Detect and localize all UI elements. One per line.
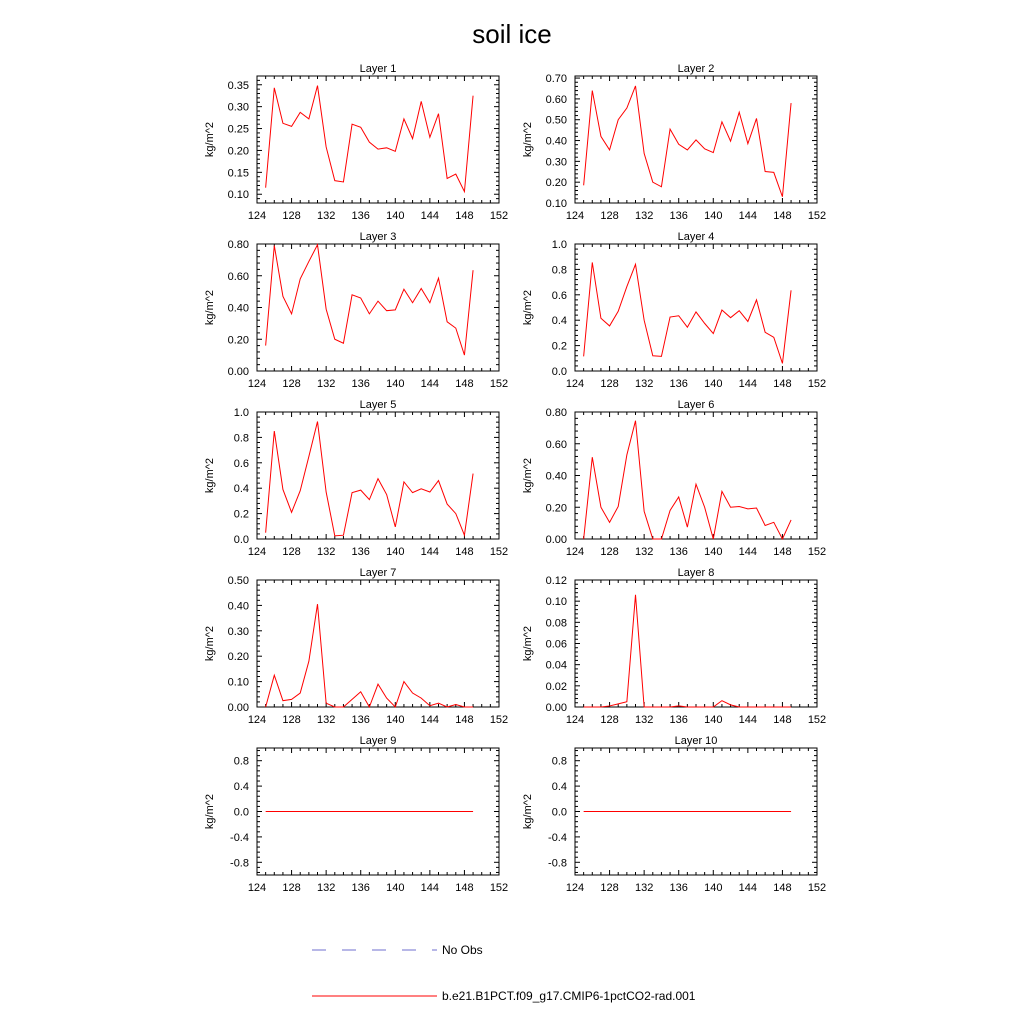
x-tick-label: 152 bbox=[489, 546, 509, 558]
y-tick-label: 0.40 bbox=[227, 600, 249, 613]
x-tick-label: 152 bbox=[489, 882, 509, 894]
y-axis-label: kg/m^2 bbox=[522, 121, 534, 158]
x-tick-label: 128 bbox=[600, 210, 619, 222]
y-tick-label: 0.00 bbox=[227, 366, 249, 378]
y-tick-label: 0.15 bbox=[227, 167, 249, 180]
x-tick-label: 148 bbox=[773, 714, 792, 726]
x-tick-label: 132 bbox=[634, 714, 654, 726]
x-tick-label: 124 bbox=[565, 714, 585, 726]
y-tick-label: 0.10 bbox=[227, 676, 249, 689]
x-tick-label: 144 bbox=[420, 210, 440, 222]
x-tick-label: 140 bbox=[704, 882, 723, 894]
x-tick-label: 132 bbox=[634, 378, 654, 390]
panel-title: Layer 4 bbox=[677, 231, 715, 243]
y-tick-label: 0.8 bbox=[233, 755, 249, 768]
x-tick-label: 136 bbox=[669, 882, 688, 894]
y-tick-label: 0.0 bbox=[551, 366, 567, 378]
x-tick-label: 136 bbox=[351, 210, 370, 222]
y-tick-label: 0.60 bbox=[545, 438, 567, 451]
x-tick-label: 136 bbox=[351, 546, 370, 558]
y-tick-label: 1.0 bbox=[551, 239, 567, 251]
chart-panel-7 bbox=[204, 567, 508, 726]
x-tick-label: 140 bbox=[704, 210, 723, 222]
x-tick-label: 124 bbox=[565, 378, 585, 390]
x-tick-label: 144 bbox=[420, 378, 440, 390]
plot-frame bbox=[575, 580, 817, 707]
y-tick-label: 0.04 bbox=[545, 659, 567, 672]
x-tick-label: 140 bbox=[386, 882, 405, 894]
x-tick-label: 128 bbox=[600, 714, 619, 726]
y-tick-label: -0.4 bbox=[548, 831, 567, 844]
series-line-soil-ice bbox=[266, 422, 473, 536]
x-tick-label: 152 bbox=[489, 378, 509, 390]
y-tick-label: 0.40 bbox=[545, 135, 567, 148]
figure-title: soil ice bbox=[472, 19, 552, 49]
y-tick-label: 1.0 bbox=[233, 407, 249, 419]
panel-title: Layer 2 bbox=[677, 63, 715, 75]
y-tick-label: 0.0 bbox=[233, 534, 249, 546]
y-tick-label: 0.10 bbox=[545, 596, 567, 609]
x-tick-label: 152 bbox=[489, 210, 509, 222]
y-tick-label: 0.50 bbox=[545, 114, 567, 127]
chart-panel-10 bbox=[522, 735, 826, 894]
y-tick-label: 0.4 bbox=[233, 781, 249, 794]
chart-panel-3 bbox=[204, 231, 508, 390]
x-tick-label: 148 bbox=[773, 210, 792, 222]
y-tick-label: 0.40 bbox=[545, 470, 567, 483]
y-tick-label: 0.25 bbox=[227, 123, 249, 136]
x-tick-label: 132 bbox=[634, 546, 654, 558]
y-tick-label: 0.20 bbox=[227, 145, 249, 158]
y-tick-label: 0.6 bbox=[551, 289, 567, 302]
x-tick-label: 128 bbox=[282, 378, 301, 390]
y-tick-label: 0.10 bbox=[545, 198, 567, 210]
y-tick-label: 0.80 bbox=[545, 407, 567, 419]
x-tick-label: 132 bbox=[316, 546, 336, 558]
x-tick-label: 144 bbox=[738, 714, 758, 726]
x-tick-label: 148 bbox=[773, 378, 792, 390]
x-tick-label: 148 bbox=[455, 210, 474, 222]
series-line-soil-ice bbox=[584, 421, 791, 539]
series-line-soil-ice bbox=[584, 262, 791, 363]
y-tick-label: 0.2 bbox=[233, 508, 249, 521]
y-tick-label: 0.08 bbox=[545, 617, 567, 630]
panel-title: Layer 8 bbox=[677, 567, 715, 579]
y-tick-label: 0.60 bbox=[545, 93, 567, 106]
x-tick-label: 136 bbox=[351, 378, 370, 390]
x-tick-label: 132 bbox=[316, 882, 336, 894]
x-tick-label: 140 bbox=[386, 210, 405, 222]
y-tick-label: 0.02 bbox=[545, 680, 567, 693]
x-tick-label: 128 bbox=[282, 210, 301, 222]
y-tick-label: 0.12 bbox=[545, 575, 567, 587]
y-tick-label: 0.0 bbox=[233, 806, 249, 819]
x-tick-label: 136 bbox=[351, 714, 370, 726]
x-tick-label: 140 bbox=[704, 378, 723, 390]
x-tick-label: 136 bbox=[669, 714, 688, 726]
x-tick-label: 152 bbox=[807, 378, 827, 390]
x-tick-label: 152 bbox=[489, 714, 509, 726]
plot-frame bbox=[257, 412, 499, 539]
series-line-soil-ice bbox=[266, 245, 473, 355]
x-tick-label: 132 bbox=[316, 378, 336, 390]
legend-model-label: b.e21.B1PCT.f09_g17.CMIP6-1pctCO2-rad.001 bbox=[442, 989, 696, 1003]
x-tick-label: 140 bbox=[386, 546, 405, 558]
y-axis-label: kg/m^2 bbox=[522, 793, 534, 830]
y-axis-label: kg/m^2 bbox=[204, 289, 216, 326]
plot-frame bbox=[257, 76, 499, 203]
plot-frame bbox=[257, 580, 499, 707]
x-tick-label: 148 bbox=[773, 546, 792, 558]
panel-title: Layer 7 bbox=[359, 567, 397, 579]
y-tick-label: 0.4 bbox=[551, 781, 567, 794]
y-tick-label: 0.20 bbox=[227, 651, 249, 664]
y-tick-label: 0.0 bbox=[551, 806, 567, 819]
x-tick-label: 128 bbox=[282, 546, 301, 558]
series-line-soil-ice bbox=[266, 604, 473, 707]
chart-panel-4 bbox=[522, 231, 826, 390]
y-tick-label: 0.70 bbox=[545, 73, 567, 86]
x-tick-label: 144 bbox=[420, 714, 440, 726]
x-tick-label: 132 bbox=[634, 210, 654, 222]
panel-title: Layer 5 bbox=[359, 399, 397, 411]
y-tick-label: 0.4 bbox=[233, 483, 249, 496]
y-tick-label: 0.40 bbox=[227, 302, 249, 315]
x-tick-label: 128 bbox=[600, 546, 619, 558]
y-tick-label: 0.20 bbox=[545, 177, 567, 190]
y-tick-label: 0.8 bbox=[233, 432, 249, 445]
x-tick-label: 144 bbox=[420, 546, 440, 558]
x-tick-label: 148 bbox=[773, 882, 792, 894]
y-tick-label: 0.2 bbox=[551, 340, 567, 353]
x-tick-label: 140 bbox=[386, 714, 405, 726]
series-line-soil-ice bbox=[266, 86, 473, 192]
x-tick-label: 136 bbox=[669, 378, 688, 390]
y-tick-label: 0.8 bbox=[551, 755, 567, 768]
panel-title: Layer 1 bbox=[359, 63, 397, 75]
x-tick-label: 128 bbox=[282, 882, 301, 894]
y-axis-label: kg/m^2 bbox=[522, 289, 534, 326]
y-tick-label: 0.60 bbox=[227, 270, 249, 283]
x-tick-label: 136 bbox=[669, 210, 688, 222]
x-tick-label: 148 bbox=[455, 378, 474, 390]
x-tick-label: 124 bbox=[565, 546, 585, 558]
y-tick-label: 0.06 bbox=[545, 638, 567, 651]
x-tick-label: 124 bbox=[247, 210, 267, 222]
x-tick-label: 136 bbox=[351, 882, 370, 894]
x-tick-label: 148 bbox=[455, 882, 474, 894]
x-tick-label: 144 bbox=[738, 546, 758, 558]
y-tick-label: 0.30 bbox=[227, 625, 249, 638]
x-tick-label: 148 bbox=[455, 714, 474, 726]
x-tick-label: 152 bbox=[807, 882, 827, 894]
panels bbox=[204, 63, 826, 894]
x-tick-label: 148 bbox=[455, 546, 474, 558]
x-tick-label: 132 bbox=[316, 210, 336, 222]
x-tick-label: 144 bbox=[738, 378, 758, 390]
panel-title: Layer 6 bbox=[677, 399, 715, 411]
x-tick-label: 132 bbox=[634, 882, 654, 894]
y-axis-label: kg/m^2 bbox=[522, 625, 534, 662]
y-tick-label: -0.8 bbox=[548, 857, 567, 870]
chart-panel-8 bbox=[522, 567, 826, 726]
x-tick-label: 152 bbox=[807, 546, 827, 558]
y-tick-label: 0.00 bbox=[227, 702, 249, 714]
legend-obs-label: No Obs bbox=[442, 943, 483, 957]
chart-panel-9 bbox=[204, 735, 508, 894]
panel-title: Layer 3 bbox=[359, 231, 397, 243]
x-tick-label: 144 bbox=[420, 882, 440, 894]
y-tick-label: -0.8 bbox=[230, 857, 249, 870]
x-tick-label: 136 bbox=[669, 546, 688, 558]
y-tick-label: 0.80 bbox=[227, 239, 249, 251]
series-line-soil-ice bbox=[584, 86, 791, 197]
x-tick-label: 140 bbox=[704, 546, 723, 558]
y-axis-label: kg/m^2 bbox=[204, 625, 216, 662]
x-tick-label: 152 bbox=[807, 210, 827, 222]
y-tick-label: 0.6 bbox=[233, 457, 249, 470]
y-tick-label: 0.35 bbox=[227, 79, 249, 92]
x-tick-label: 140 bbox=[386, 378, 405, 390]
chart-panel-5 bbox=[204, 399, 508, 558]
y-axis-label: kg/m^2 bbox=[522, 457, 534, 494]
y-tick-label: 0.30 bbox=[227, 101, 249, 114]
y-axis-label: kg/m^2 bbox=[204, 121, 216, 158]
x-tick-label: 124 bbox=[247, 714, 267, 726]
y-tick-label: 0.4 bbox=[551, 315, 567, 328]
x-tick-label: 144 bbox=[738, 210, 758, 222]
y-tick-label: 0.10 bbox=[227, 189, 249, 202]
chart-panel-1 bbox=[204, 63, 508, 222]
x-tick-label: 128 bbox=[600, 882, 619, 894]
x-tick-label: 132 bbox=[316, 714, 336, 726]
x-tick-label: 140 bbox=[704, 714, 723, 726]
panel-title: Layer 9 bbox=[359, 735, 397, 747]
x-tick-label: 144 bbox=[738, 882, 758, 894]
y-tick-label: 0.8 bbox=[551, 264, 567, 277]
y-tick-label: 0.50 bbox=[227, 575, 249, 587]
x-tick-label: 128 bbox=[600, 378, 619, 390]
y-tick-label: 0.00 bbox=[545, 534, 567, 546]
y-axis-label: kg/m^2 bbox=[204, 793, 216, 830]
legend bbox=[312, 943, 696, 1003]
x-tick-label: 128 bbox=[282, 714, 301, 726]
x-tick-label: 124 bbox=[247, 378, 267, 390]
chart-panel-6 bbox=[522, 399, 826, 558]
x-tick-label: 124 bbox=[247, 546, 267, 558]
x-tick-label: 124 bbox=[247, 882, 267, 894]
y-tick-label: 0.20 bbox=[227, 334, 249, 347]
panel-title: Layer 10 bbox=[674, 735, 718, 747]
chart-panel-2 bbox=[522, 63, 826, 222]
y-axis-label: kg/m^2 bbox=[204, 457, 216, 494]
x-tick-label: 152 bbox=[807, 714, 827, 726]
y-tick-label: -0.4 bbox=[230, 831, 249, 844]
y-tick-label: 0.00 bbox=[545, 702, 567, 714]
x-tick-label: 124 bbox=[565, 882, 585, 894]
x-tick-label: 124 bbox=[565, 210, 585, 222]
y-tick-label: 0.30 bbox=[545, 156, 567, 169]
series-line-soil-ice bbox=[584, 595, 791, 707]
y-tick-label: 0.20 bbox=[545, 502, 567, 515]
plot-frame bbox=[575, 244, 817, 371]
